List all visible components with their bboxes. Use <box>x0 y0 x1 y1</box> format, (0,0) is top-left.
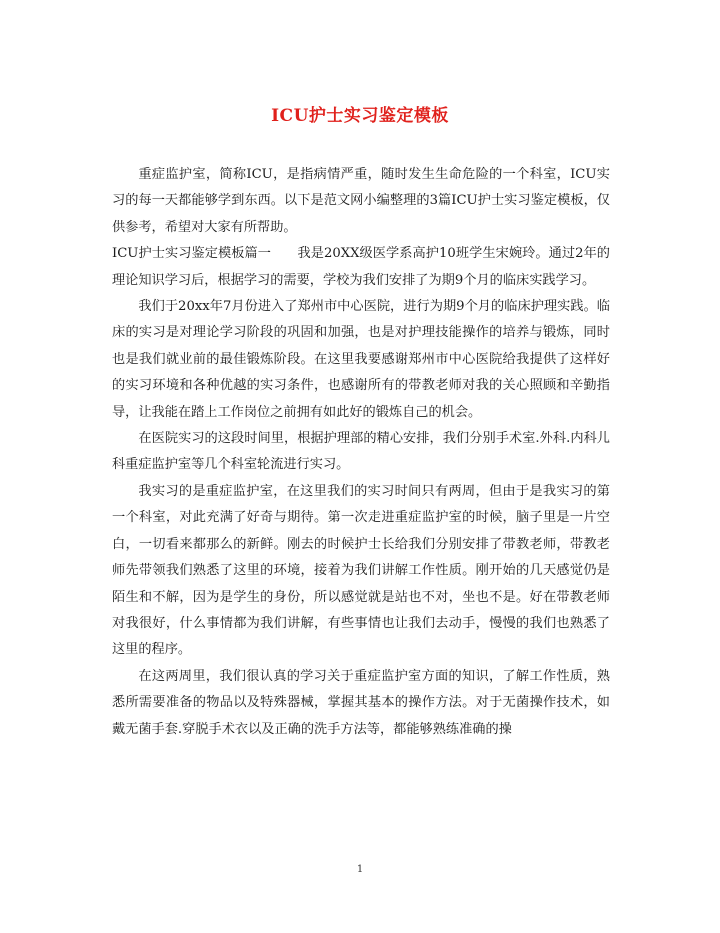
document-body <box>112 162 610 743</box>
paragraph-hospital: 我们于20xx年7月份进入了郑州市中心医院，进行为期9个月的临床护理实践。临床的实习是对理论学习阶段的巩固和加强，也是对护理技能操作的培养与锻炼，同时也是我们就业前的最佳锻炼阶段。在这里我要感谢郑州市中心医院给我提供了这样好的实习环境和各种优越的实习条件，也感谢所有的带教老师对我的关心照顾和辛勤指导，让我能在踏上工作岗位之前拥有如此好的锻炼自己的机会。 <box>112 299 610 420</box>
paragraph-two-weeks: 在这两周里，我们很认真的学习关于重症监护室方面的知识，了解工作性质，熟悉所需要准备的物品以及特殊器械，掌握其基本的操作方法。对于无菌操作技术，如戴无菌手套.穿脱手术衣以及正确的洗手方法等，都能够熟练准确的操 <box>112 668 610 737</box>
page-number: 1 <box>356 864 364 875</box>
paragraph-section-one-heading: ICU护士实习鉴定模板篇一 我是20XX级医学系高护10班学生宋婉玲。通过2年的理论知识学习后，根据学习的需要，学校为我们安排了为期9个月的临床实践学习。 <box>112 246 610 288</box>
document-title: ICU护士实习鉴定模板 <box>271 106 449 126</box>
paragraph-icu-experience: 我实习的是重症监护室，在这里我们的实习时间只有两周，但由于是我实习的第一个科室，对此充满了好奇与期待。第一次走进重症监护室的时候，脑子里是一片空白，一切看来都那么的新鲜。刚去的时候护士长给我们分别安排了带教老师，带教老师先带领我们熟悉了这里的环境，接着为我们讲解工作性质。刚开始的几天感觉仍是陌生和不解，因为是学生的身份，所以感觉就是站也不对，坐也不是。好在带教老师对我很好，什么事情都为我们讲解，有些事情也让我们去动手，慢慢的我们也熟悉了这里的程序。 <box>112 483 610 658</box>
paragraph-intro: 重症监护室，简称ICU，是指病情严重，随时发生生命危险的一个科室，ICU实习的每一天都能够学到东西。以下是范文网小编整理的3篇ICU护士实习鉴定模板，仅供参考，希望对大家有所帮助。 <box>112 167 610 235</box>
paragraph-rotation: 在医院实习的这段时间里，根据护理部的精心安排，我们分别手术室.外科.内科儿科重症监护室等几个科室轮流进行实习。 <box>112 431 610 473</box>
